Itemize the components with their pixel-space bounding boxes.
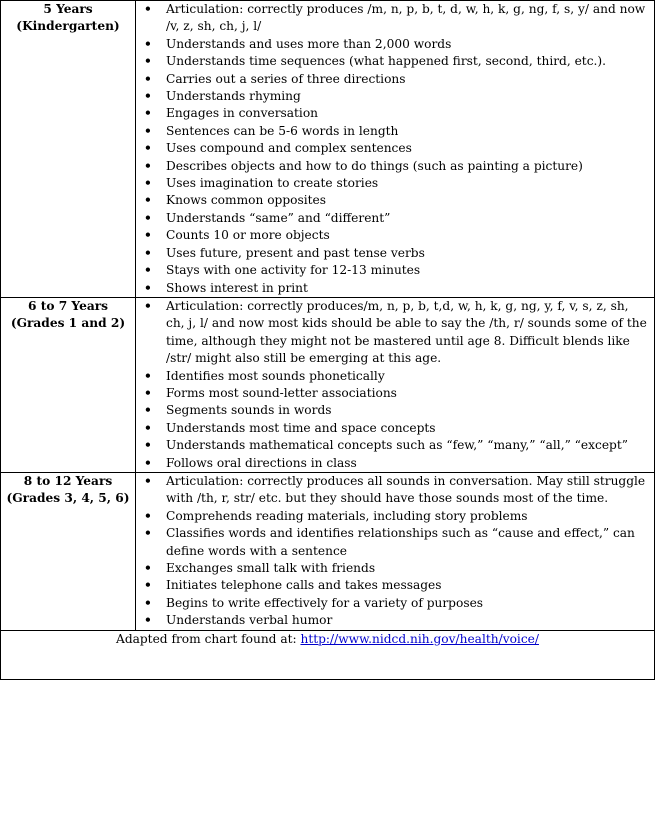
list-item: • Uses compound and complex sentences — [136, 140, 654, 157]
list-item: • Engages in conversation — [136, 105, 654, 122]
list-item: • Initiates telephone calls and takes messages — [136, 577, 654, 594]
age-cell — [1, 297, 136, 472]
list-item: • Knows common opposites — [136, 192, 654, 209]
age-cell — [1, 472, 136, 630]
list-item: • Follows oral directions in class — [136, 455, 654, 472]
grade-label: (Grades 3, 4, 5, 6) — [6, 491, 130, 506]
table-row — [1, 472, 655, 630]
list-item: • Sentences can be 5-6 words in length — [136, 123, 654, 140]
milestones-cell — [136, 1, 655, 298]
list-item: • Articulation: correctly produces /m, n, p, b, t, d, w, h, k, g, ng, f, s, y/ and now /v, z, sh, ch, j, l/ — [136, 1, 654, 36]
list-item: • Uses future, present and past tense verbs — [136, 245, 654, 262]
milestone-list — [136, 1, 654, 297]
list-item: • Segments sounds in words — [136, 402, 654, 419]
list-item: • Understands “same” and “different” — [136, 210, 654, 227]
list-item: • Understands most time and space concepts — [136, 420, 654, 437]
list-item: • Uses imagination to create stories — [136, 175, 654, 192]
table-body — [1, 1, 655, 631]
list-item: • Stays with one activity for 12-13 minutes — [136, 262, 654, 279]
list-item: • Classifies words and identifies relationships such as “cause and effect,” can define words with a sentence — [136, 525, 654, 560]
source-link[interactable]: http://www.nidcd.nih.gov/health/voice/ — [300, 631, 539, 646]
milestones-cell — [136, 297, 655, 472]
list-item: • Understands time sequences (what happened first, second, third, etc.). — [136, 53, 654, 70]
list-item: • Begins to write effectively for a variety of purposes — [136, 595, 654, 612]
list-item: • Understands verbal humor — [136, 612, 654, 629]
list-item: • Counts 10 or more objects — [136, 227, 654, 244]
table-row — [1, 297, 655, 472]
list-item: • Understands rhyming — [136, 88, 654, 105]
source-note — [1, 630, 655, 679]
age-label: 5 Years — [43, 2, 93, 16]
list-item: • Shows interest in print — [136, 280, 654, 297]
grade-label: (Grades 1 and 2) — [10, 316, 126, 331]
list-item: • Describes objects and how to do things (such as painting a picture) — [136, 158, 654, 175]
milestones-cell — [136, 472, 655, 630]
age-cell — [1, 1, 136, 298]
list-item: • Articulation: correctly produces all sounds in conversation. May still struggle with /th, r, str/ etc. but they should have those sounds most of the time. — [136, 473, 654, 508]
list-item: • Exchanges small talk with friends — [136, 560, 654, 577]
footer-row — [1, 630, 655, 679]
milestone-list — [136, 298, 654, 472]
milestone-list — [136, 473, 654, 630]
source-note-text: Adapted from chart found at: — [116, 631, 301, 646]
list-item: • Comprehends reading materials, including story problems — [136, 508, 654, 525]
age-label: 8 to 12 Years — [23, 473, 113, 488]
grade-label: (Kindergarten) — [16, 19, 120, 34]
list-item: • Carries out a series of three directions — [136, 71, 654, 88]
list-item: • Understands mathematical concepts such as “few,” “many,” “all,” “except” — [136, 437, 654, 454]
list-item: • Understands and uses more than 2,000 words — [136, 36, 654, 53]
list-item: • Forms most sound-letter associations — [136, 385, 654, 402]
list-item: • Articulation: correctly produces/m, n, p, b, t,d, w, h, k, g, ng, y, f, v, s, z, sh, ch, j, l/ and now most kids should be able to say the /th, r/ sounds some of the time, although they might not be mastered until age 8. Difficult blends like /str/ might also still be emerging at this age. — [136, 298, 654, 368]
table-row — [1, 1, 655, 298]
list-item: • Identifies most sounds phonetically — [136, 368, 654, 385]
age-label: 6 to 7 Years — [27, 298, 109, 313]
